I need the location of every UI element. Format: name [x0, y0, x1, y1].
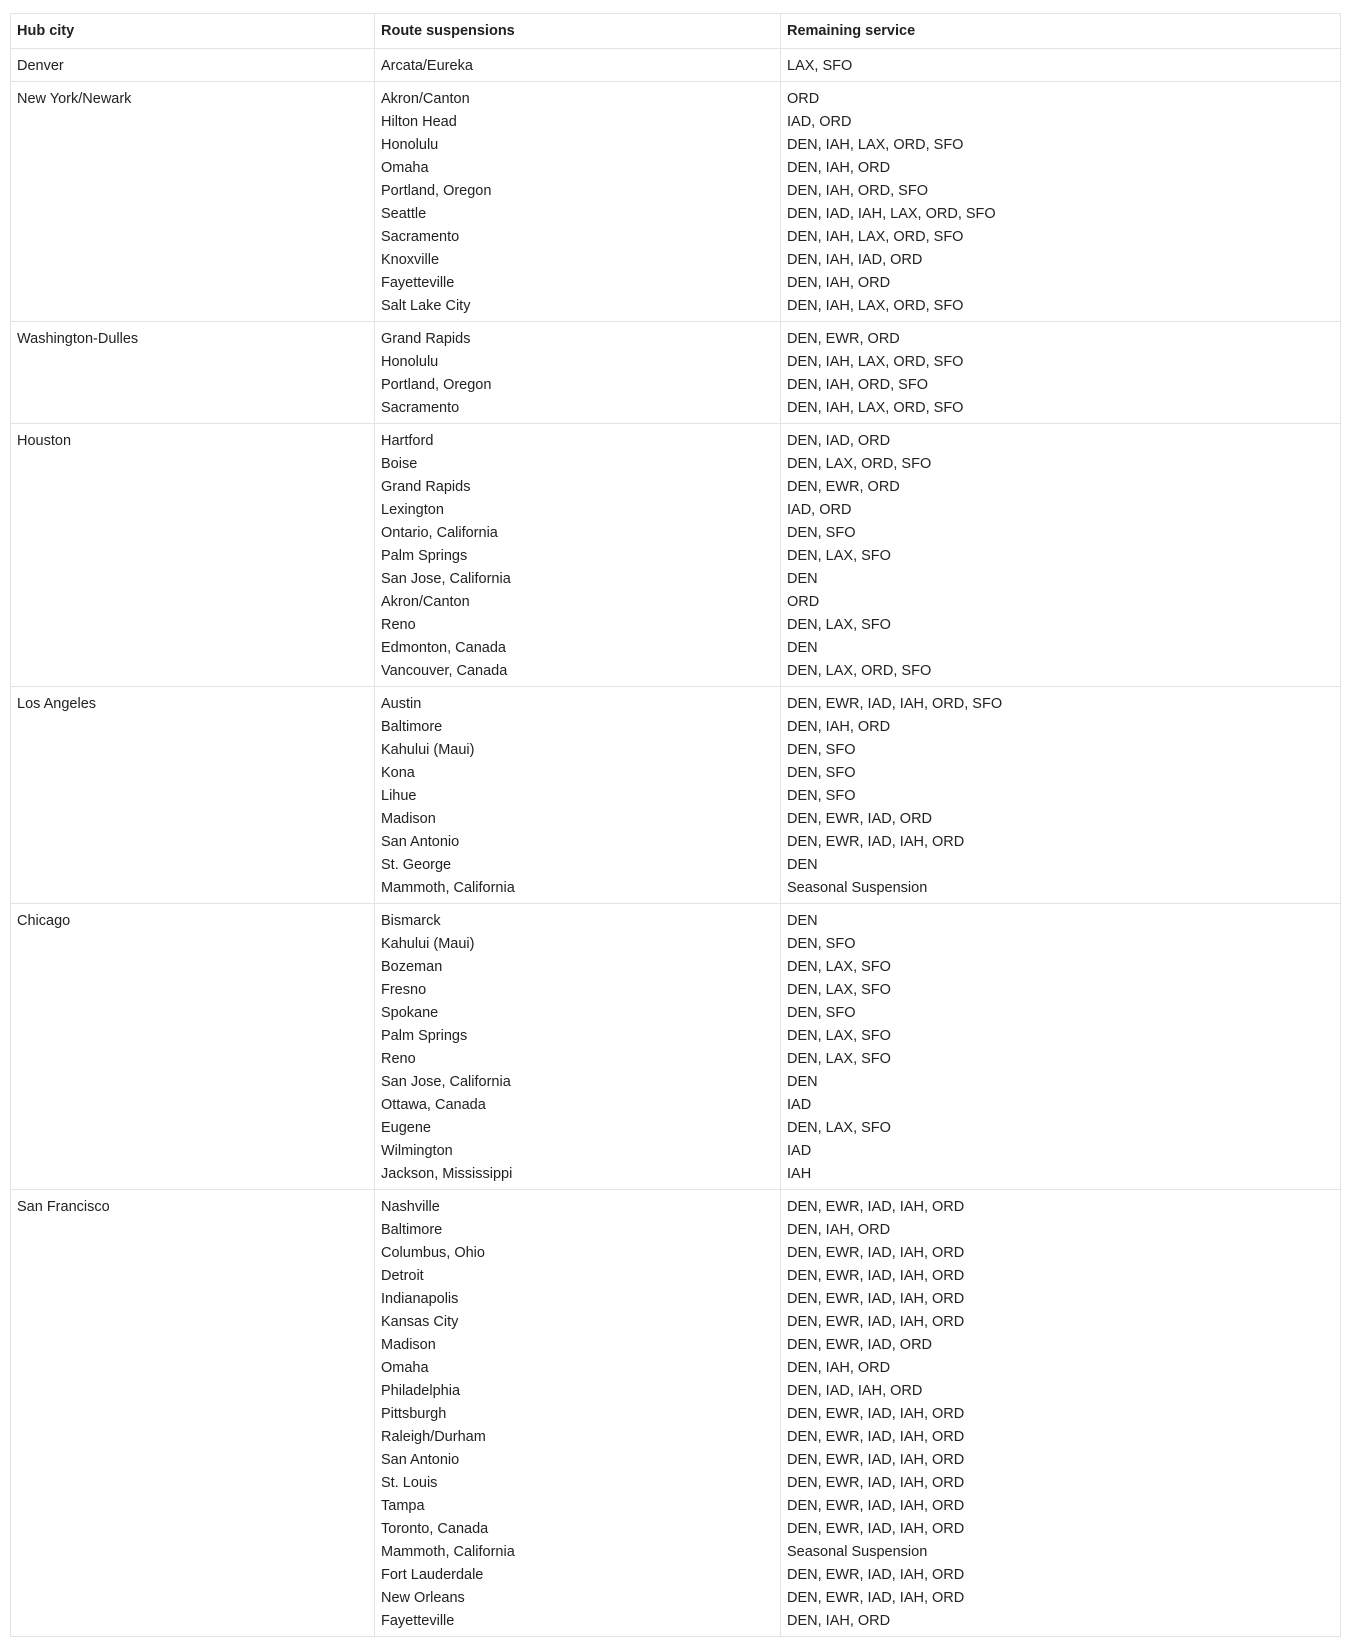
- suspended-route-city: Ottawa, Canada: [381, 1097, 486, 1113]
- table-row: [11, 424, 1341, 687]
- suspended-route-city: Fresno: [381, 982, 427, 998]
- suspended-route-city: Jackson, Mississippi: [381, 1166, 513, 1182]
- suspended-route-city: Akron/Canton: [381, 91, 470, 107]
- remaining-service-airports: DEN, EWR, IAD, IAH, ORD: [787, 1245, 965, 1261]
- hub-city-name: New York/Newark: [17, 91, 132, 107]
- remaining-service-cell: [781, 82, 1341, 322]
- suspended-route-city: Wilmington: [381, 1143, 453, 1159]
- remaining-service-airports: DEN, IAD, IAH, ORD: [787, 1383, 923, 1399]
- remaining-service-airports: IAD: [787, 1097, 812, 1113]
- suspended-route-city: Eugene: [381, 1120, 431, 1136]
- suspended-route-city: Boise: [381, 456, 418, 472]
- suspended-route-city: Philadelphia: [381, 1383, 461, 1399]
- remaining-service-airports: DEN, LAX, SFO: [787, 548, 891, 564]
- remaining-service-airports: DEN, EWR, IAD, IAH, ORD: [787, 1199, 965, 1215]
- route-suspensions-cell: [375, 904, 781, 1190]
- remaining-service-cell: [781, 424, 1341, 687]
- remaining-service-airports: DEN, EWR, IAD, IAH, ORD: [787, 1521, 965, 1537]
- suspended-route-city: Omaha: [381, 1360, 429, 1376]
- suspended-route-city: Honolulu: [381, 137, 439, 153]
- remaining-service-airports: DEN, EWR, IAD, IAH, ORD: [787, 1567, 965, 1583]
- suspended-route-city: Reno: [381, 617, 416, 633]
- remaining-service-airports: DEN, LAX, SFO: [787, 1028, 891, 1044]
- suspended-route-city: San Antonio: [381, 834, 460, 850]
- remaining-service-airports: DEN, IAH, LAX, ORD, SFO: [787, 298, 964, 314]
- suspended-route-city: Hartford: [381, 433, 434, 449]
- hub-city-cell: [11, 687, 375, 904]
- suspended-route-city: Bozeman: [381, 959, 443, 975]
- remaining-service-airports: Seasonal Suspension: [787, 880, 928, 896]
- remaining-service-airports: DEN, EWR, IAD, IAH, ORD: [787, 834, 965, 850]
- suspended-route-city: Palm Springs: [381, 1028, 468, 1044]
- remaining-service-airports: DEN: [787, 640, 818, 656]
- remaining-service-airports: DEN, LAX, SFO: [787, 1120, 891, 1136]
- suspended-route-city: Bismarck: [381, 913, 441, 929]
- remaining-service-airports: DEN: [787, 1074, 818, 1090]
- remaining-service-airports: DEN, EWR, IAD, IAH, ORD, SFO: [787, 696, 1003, 712]
- remaining-service-airports: DEN, LAX, SFO: [787, 1051, 891, 1067]
- remaining-service-airports: DEN, EWR, IAD, IAH, ORD: [787, 1268, 965, 1284]
- suspended-route-city: Fort Lauderdale: [381, 1567, 484, 1583]
- remaining-service-airports: IAD, ORD: [787, 502, 852, 518]
- remaining-service-airports: DEN, EWR, IAD, IAH, ORD: [787, 1314, 965, 1330]
- suspended-route-city: Portland, Oregon: [381, 183, 492, 199]
- remaining-service-airports: ORD: [787, 594, 820, 610]
- hub-city-name: Washington-Dulles: [17, 331, 139, 347]
- suspended-route-city: Arcata/Eureka: [381, 58, 473, 74]
- suspended-route-city: Raleigh/Durham: [381, 1429, 486, 1445]
- table-row: [11, 82, 1341, 322]
- remaining-service-airports: DEN, LAX, ORD, SFO: [787, 456, 932, 472]
- remaining-service-cell: [781, 687, 1341, 904]
- table-header-row: [11, 14, 1341, 49]
- suspended-route-city: Austin: [381, 696, 422, 712]
- header-remaining-service: Remaining service: [781, 14, 1341, 49]
- hub-city-cell: [11, 82, 375, 322]
- suspended-route-city: San Antonio: [381, 1452, 460, 1468]
- suspended-route-city: Portland, Oregon: [381, 377, 492, 393]
- route-suspensions-table: [10, 13, 1341, 1637]
- suspended-route-city: Knoxville: [381, 252, 440, 268]
- remaining-service-airports: IAH: [787, 1166, 812, 1182]
- remaining-service-cell: [781, 1190, 1341, 1637]
- suspended-route-city: Sacramento: [381, 229, 460, 245]
- remaining-service-airports: DEN, LAX, SFO: [787, 982, 891, 998]
- hub-city-name: Denver: [17, 58, 64, 74]
- remaining-service-airports: ORD: [787, 91, 820, 107]
- remaining-service-airports: DEN, SFO: [787, 765, 856, 781]
- remaining-service-airports: IAD: [787, 1143, 812, 1159]
- suspended-route-city: Omaha: [381, 160, 429, 176]
- remaining-service-airports: DEN, IAH, ORD: [787, 1360, 891, 1376]
- hub-city-cell: [11, 322, 375, 424]
- remaining-service-airports: DEN, LAX, SFO: [787, 617, 891, 633]
- suspended-route-city: Madison: [381, 1337, 436, 1353]
- hub-city-name: Chicago: [17, 913, 71, 929]
- suspended-route-city: Lexington: [381, 502, 444, 518]
- remaining-service-airports: DEN, EWR, IAD, IAH, ORD: [787, 1406, 965, 1422]
- suspended-route-city: St. Louis: [381, 1475, 438, 1491]
- suspended-route-city: Edmonton, Canada: [381, 640, 506, 656]
- route-suspensions-table-container: [10, 13, 1340, 1637]
- suspended-route-city: Detroit: [381, 1268, 424, 1284]
- table-row: [11, 687, 1341, 904]
- route-suspensions-cell: [375, 1190, 781, 1637]
- remaining-service-airports: DEN, IAH, ORD: [787, 160, 891, 176]
- remaining-service-airports: DEN, IAH, LAX, ORD, SFO: [787, 400, 964, 416]
- suspended-route-city: Fayetteville: [381, 275, 455, 291]
- route-suspensions-cell: [375, 687, 781, 904]
- suspended-route-city: San Jose, California: [381, 571, 511, 587]
- hub-city-name: Los Angeles: [17, 696, 97, 712]
- suspended-route-city: Tampa: [381, 1498, 425, 1514]
- suspended-route-city: Kahului (Maui): [381, 936, 475, 952]
- remaining-service-cell: [781, 49, 1341, 82]
- remaining-service-airports: DEN, IAH, ORD: [787, 1613, 891, 1629]
- route-suspensions-cell: [375, 322, 781, 424]
- table-row: [11, 904, 1341, 1190]
- remaining-service-airports: DEN, EWR, IAD, ORD: [787, 811, 933, 827]
- suspended-route-city: Salt Lake City: [381, 298, 471, 314]
- remaining-service-airports: DEN, SFO: [787, 936, 856, 952]
- route-suspensions-cell: [375, 424, 781, 687]
- remaining-service-airports: DEN, IAH, LAX, ORD, SFO: [787, 137, 964, 153]
- suspended-route-city: Palm Springs: [381, 548, 468, 564]
- remaining-service-airports: DEN, EWR, IAD, IAH, ORD: [787, 1452, 965, 1468]
- suspended-route-city: Lihue: [381, 788, 417, 804]
- remaining-service-airports: DEN: [787, 857, 818, 873]
- remaining-service-airports: DEN, EWR, IAD, IAH, ORD: [787, 1475, 965, 1491]
- remaining-service-cell: [781, 904, 1341, 1190]
- table-row: [11, 1190, 1341, 1637]
- suspended-route-city: New Orleans: [381, 1590, 465, 1606]
- suspended-route-city: Mammoth, California: [381, 880, 515, 896]
- table-row: [11, 322, 1341, 424]
- hub-city-cell: [11, 424, 375, 687]
- remaining-service-airports: DEN, EWR, IAD, ORD: [787, 1337, 933, 1353]
- suspended-route-city: Ontario, California: [381, 525, 498, 541]
- header-route-suspensions: Route suspensions: [375, 14, 781, 49]
- suspended-route-city: Grand Rapids: [381, 479, 471, 495]
- remaining-service-cell: [781, 322, 1341, 424]
- suspended-route-city: Nashville: [381, 1199, 440, 1215]
- suspended-route-city: Honolulu: [381, 354, 439, 370]
- remaining-service-airports: DEN, LAX, SFO: [787, 959, 891, 975]
- remaining-service-airports: DEN, IAH, IAD, ORD: [787, 252, 923, 268]
- suspended-route-city: Toronto, Canada: [381, 1521, 489, 1537]
- remaining-service-airports: DEN, IAH, ORD: [787, 275, 891, 291]
- remaining-service-airports: DEN, EWR, IAD, IAH, ORD: [787, 1291, 965, 1307]
- hub-city-cell: [11, 49, 375, 82]
- suspended-route-city: Spokane: [381, 1005, 439, 1021]
- remaining-service-airports: DEN, EWR, IAD, IAH, ORD: [787, 1429, 965, 1445]
- suspended-route-city: Kahului (Maui): [381, 742, 475, 758]
- suspended-route-city: Baltimore: [381, 1222, 443, 1238]
- suspended-route-city: Pittsburgh: [381, 1406, 447, 1422]
- remaining-service-airports: DEN, IAH, ORD, SFO: [787, 183, 928, 199]
- suspended-route-city: Columbus, Ohio: [381, 1245, 485, 1261]
- remaining-service-airports: Seasonal Suspension: [787, 1544, 928, 1560]
- remaining-service-airports: DEN, LAX, ORD, SFO: [787, 663, 932, 679]
- remaining-service-airports: DEN, IAH, ORD, SFO: [787, 377, 928, 393]
- remaining-service-airports: DEN, IAD, IAH, LAX, ORD, SFO: [787, 206, 996, 222]
- remaining-service-airports: DEN, IAH, ORD: [787, 1222, 891, 1238]
- suspended-route-city: Baltimore: [381, 719, 443, 735]
- remaining-service-airports: DEN, IAH, LAX, ORD, SFO: [787, 229, 964, 245]
- suspended-route-city: Grand Rapids: [381, 331, 471, 347]
- remaining-service-airports: DEN, EWR, ORD: [787, 331, 900, 347]
- suspended-route-city: San Jose, California: [381, 1074, 511, 1090]
- table-row: [11, 49, 1341, 82]
- remaining-service-airports: DEN, EWR, IAD, IAH, ORD: [787, 1590, 965, 1606]
- remaining-service-airports: DEN, EWR, ORD: [787, 479, 900, 495]
- route-suspensions-cell: [375, 49, 781, 82]
- remaining-service-airports: DEN, SFO: [787, 525, 856, 541]
- remaining-service-airports: DEN, IAH, ORD: [787, 719, 891, 735]
- hub-city-name: San Francisco: [17, 1199, 110, 1215]
- suspended-route-city: Vancouver, Canada: [381, 663, 508, 679]
- hub-city-cell: [11, 904, 375, 1190]
- suspended-route-city: St. George: [381, 857, 452, 873]
- suspended-route-city: Sacramento: [381, 400, 460, 416]
- remaining-service-airports: DEN: [787, 913, 818, 929]
- remaining-service-airports: DEN, EWR, IAD, IAH, ORD: [787, 1498, 965, 1514]
- suspended-route-city: Madison: [381, 811, 436, 827]
- suspended-route-city: Mammoth, California: [381, 1544, 515, 1560]
- remaining-service-airports: DEN, IAH, LAX, ORD, SFO: [787, 354, 964, 370]
- remaining-service-airports: DEN, SFO: [787, 788, 856, 804]
- remaining-service-airports: DEN, SFO: [787, 742, 856, 758]
- header-hub-city: Hub city: [11, 14, 375, 49]
- suspended-route-city: Indianapolis: [381, 1291, 459, 1307]
- remaining-service-airports: DEN, IAD, ORD: [787, 433, 891, 449]
- remaining-service-airports: LAX, SFO: [787, 58, 853, 74]
- remaining-service-airports: DEN: [787, 571, 818, 587]
- remaining-service-airports: DEN, SFO: [787, 1005, 856, 1021]
- suspended-route-city: Seattle: [381, 206, 427, 222]
- suspended-route-city: Fayetteville: [381, 1613, 455, 1629]
- route-suspensions-cell: [375, 82, 781, 322]
- suspended-route-city: Kansas City: [381, 1314, 459, 1330]
- suspended-route-city: Hilton Head: [381, 114, 457, 130]
- suspended-route-city: Reno: [381, 1051, 416, 1067]
- table-body: [11, 49, 1341, 1637]
- suspended-route-city: Kona: [381, 765, 415, 781]
- hub-city-cell: [11, 1190, 375, 1637]
- suspended-route-city: Akron/Canton: [381, 594, 470, 610]
- hub-city-name: Houston: [17, 433, 72, 449]
- remaining-service-airports: IAD, ORD: [787, 114, 852, 130]
